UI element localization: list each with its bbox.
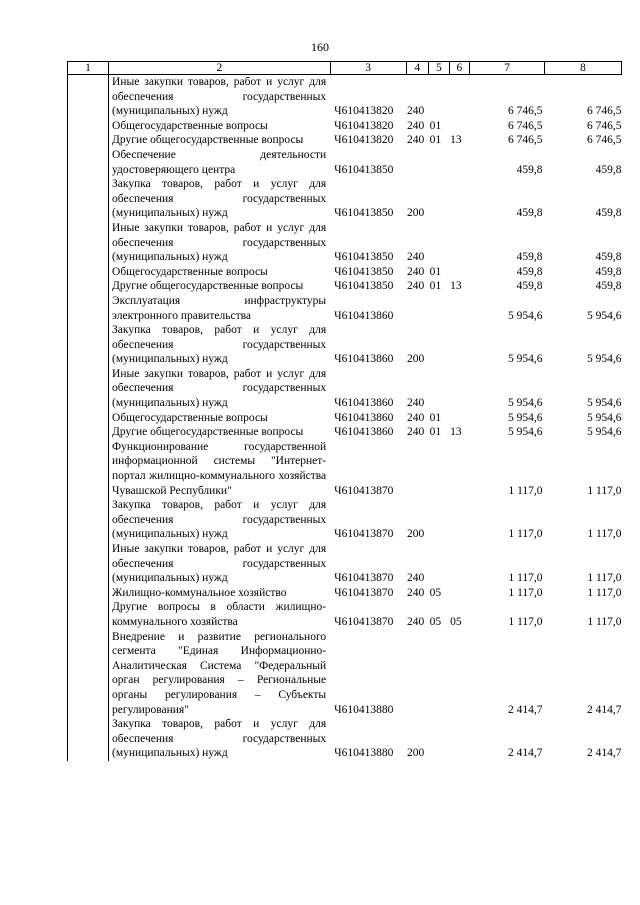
row-col5: 01 [429,265,442,278]
table-row [68,630,622,718]
row-col4: 240 [407,105,425,118]
row-name: Жилищно-коммунальное хозяйство [112,586,287,599]
row-amount-7: 5 954,6 [508,309,543,322]
row-name: Общегосударственные вопросы [112,119,268,132]
row-amount-7: 6 746,5 [508,134,543,147]
row-amount-8: 1 117,0 [587,586,622,599]
col1-cell [68,75,109,119]
col1-cell [68,148,109,177]
row-code: Ч610413880 [334,747,394,760]
row-name: Иные закупки товаров, работ и услуг для обеспечения государственных (муниципальных) нужд [112,76,327,118]
table-row [68,425,622,440]
col1-cell [68,717,109,761]
col1-cell [68,630,109,718]
row-col5 [429,323,450,367]
row-name: Закупка товаров, работ и услуг для обеспечения государственных (муниципальных) нужд [112,718,327,760]
col1-cell [68,133,109,148]
col1-cell [68,279,109,294]
row-name: Закупка товаров, работ и услуг для обеспечения государственных (муниципальных) нужд [112,499,327,541]
row-col6: 13 [450,426,462,439]
row-name: Другие вопросы в области жилищно-коммунального хозяйства [112,601,327,628]
table-row [68,542,622,586]
row-amount-7: 2 414,7 [508,703,543,716]
row-col5: 01 [429,426,442,439]
row-amount-8: 1 117,0 [587,615,622,628]
row-amount-8: 5 954,6 [587,411,622,424]
row-name: Иные закупки товаров, работ и услуг для обеспечения государственных (муниципальных) нужд [112,367,327,410]
row-col4: 240 [407,572,425,585]
col1-cell [68,440,109,498]
table-row [68,133,622,148]
col1-cell [68,542,109,586]
row-col6 [449,542,470,586]
table-row [68,294,622,323]
table-row [68,717,622,761]
row-col6 [449,586,470,601]
row-col6: 13 [450,134,462,147]
table-row [68,411,622,426]
row-col6 [449,177,470,221]
row-col6 [449,148,470,177]
row-code: Ч610413850 [334,251,394,264]
col-header-6: 6 [449,62,470,75]
row-col6 [449,119,470,134]
row-amount-7: 459,8 [516,207,543,220]
row-amount-7: 5 954,6 [508,397,543,410]
row-col4 [406,294,429,323]
row-name: Общегосударственные вопросы [112,411,268,424]
budget-table [67,61,622,761]
row-amount-8: 5 954,6 [587,309,622,322]
row-col4 [406,148,429,177]
col-header-1: 1 [68,62,109,75]
row-col6 [449,294,470,323]
row-code: Ч610413870 [334,615,394,628]
row-col5 [429,440,450,498]
row-code: Ч610413870 [334,484,394,497]
row-amount-7: 459,8 [516,163,543,176]
row-col5: 05 [429,615,442,628]
row-amount-7: 459,8 [516,280,543,293]
row-col5 [429,542,450,586]
col1-cell [68,323,109,367]
row-col4: 240 [407,280,425,293]
row-col5: 01 [429,280,442,293]
row-amount-8: 1 117,0 [587,528,622,541]
col-header-8: 8 [545,62,622,75]
row-code: Ч610413820 [334,105,394,118]
row-amount-8: 1 117,0 [587,572,622,585]
col1-cell [68,177,109,221]
table-row [68,600,622,629]
col-header-3: 3 [330,62,406,75]
row-amount-7: 1 117,0 [508,528,543,541]
col1-cell [68,119,109,134]
row-code: Ч610413850 [334,207,394,220]
row-code: Ч610413870 [334,528,394,541]
row-col5 [429,717,450,761]
row-col4: 240 [407,265,425,278]
row-amount-8: 2 414,7 [587,703,622,716]
row-amount-7: 1 117,0 [508,484,543,497]
row-col6 [449,367,470,411]
col1-cell [68,586,109,601]
table-row [68,586,622,601]
col1-cell [68,294,109,323]
row-col4: 200 [407,528,425,541]
row-col4: 240 [407,119,425,132]
row-col4: 240 [407,251,425,264]
row-amount-7: 5 954,6 [508,411,543,424]
col-header-7: 7 [470,62,545,75]
row-col5 [429,75,450,119]
header-row [68,62,622,75]
col1-cell [68,221,109,265]
table-row [68,367,622,411]
page-number: 160 [311,40,329,54]
row-code: Ч610413850 [334,163,394,176]
row-amount-7: 459,8 [516,251,543,264]
row-code: Ч610413820 [334,119,394,132]
table-row [68,177,622,221]
table-row [68,265,622,280]
row-amount-8: 5 954,6 [587,426,622,439]
row-amount-7: 1 117,0 [508,615,543,628]
row-name: Другие общегосударственные вопросы [112,426,304,439]
row-col6 [449,630,470,718]
row-amount-8: 459,8 [595,207,622,220]
row-amount-8: 459,8 [595,163,622,176]
row-code: Ч610413860 [334,426,394,439]
row-amount-8: 1 117,0 [587,484,622,497]
row-name: Общегосударственные вопросы [112,265,268,278]
col-header-2: 2 [109,62,331,75]
row-name: Иные закупки товаров, работ и услуг для обеспечения государственных (муниципальных) нужд [112,543,327,585]
table-row [68,498,622,542]
row-col5 [429,221,450,265]
table-row [68,75,622,119]
col-header-5: 5 [429,62,450,75]
row-amount-8: 459,8 [595,280,622,293]
col1-cell [68,265,109,280]
row-col6: 05 [450,615,462,628]
row-name: Внедрение и развитие регионального сегмента "Единая Информационно-Аналитическая Система "Федеральный орган регулирования – Региональные органы регулирования – Субъекты регулирования" [112,630,327,716]
row-amount-8: 5 954,6 [587,353,622,366]
row-amount-8: 459,8 [595,265,622,278]
row-code: Ч610413860 [334,353,394,366]
row-col4: 240 [407,134,425,147]
row-amount-8: 6 746,5 [587,119,622,132]
row-code: Ч610413870 [334,572,394,585]
row-col5 [429,294,450,323]
row-col5: 01 [429,119,442,132]
row-name: Функционирование государственной информационной системы "Интернет-портал жилищно-коммунального хозяйства Чувашской Республики" [112,440,327,497]
row-name: Закупка товаров, работ и услуг для обеспечения государственных (муниципальных) нужд [112,178,327,220]
row-col5: 05 [429,586,442,599]
row-name: Закупка товаров, работ и услуг для обеспечения государственных (муниципальных) нужд [112,324,327,366]
row-col4: 240 [407,397,425,410]
row-code: Ч610413880 [334,703,394,716]
row-col4: 200 [407,747,425,760]
row-name: Другие общегосударственные вопросы [112,134,304,147]
row-code: Ч610413850 [334,280,394,293]
row-code: Ч610413860 [334,309,394,322]
row-amount-7: 6 746,5 [508,105,543,118]
row-col5 [429,630,450,718]
row-col4 [406,440,429,498]
col-header-4: 4 [406,62,429,75]
row-code: Ч610413870 [334,586,394,599]
row-col4 [406,630,429,718]
row-name: Эксплуатация инфраструктуры электронного правительства [112,294,327,322]
row-col5 [429,148,450,177]
table-row [68,119,622,134]
row-amount-8: 6 746,5 [587,134,622,147]
row-col5 [429,177,450,221]
row-col6 [449,221,470,265]
row-amount-8: 6 746,5 [587,105,622,118]
row-col6 [449,498,470,542]
row-amount-8: 459,8 [595,251,622,264]
table-row [68,221,622,265]
row-amount-7: 1 117,0 [508,572,543,585]
row-amount-8: 2 414,7 [587,747,622,760]
row-col4: 200 [407,207,425,220]
row-col4: 240 [407,615,425,628]
row-col4: 240 [407,426,425,439]
col1-cell [68,498,109,542]
row-col6 [449,411,470,426]
row-col5: 01 [429,134,442,147]
row-amount-7: 5 954,6 [508,353,543,366]
row-col6 [449,717,470,761]
col1-cell [68,425,109,440]
row-amount-7: 5 954,6 [508,426,543,439]
row-col6 [449,440,470,498]
row-code: Ч610413820 [334,134,394,147]
row-col5: 01 [429,411,442,424]
table-row [68,279,622,294]
row-col6 [449,75,470,119]
row-code: Ч610413860 [334,411,394,424]
col1-cell [68,600,109,629]
row-code: Ч610413860 [334,397,394,410]
row-name: Обеспечение деятельности удостоверяющего центра [112,148,327,176]
row-name: Иные закупки товаров, работ и услуг для обеспечения государственных (муниципальных) нужд [112,221,327,264]
row-amount-7: 2 414,7 [508,747,543,760]
row-col4: 200 [407,353,425,366]
row-code: Ч610413850 [334,265,394,278]
col1-cell [68,411,109,426]
table-row [68,323,622,367]
row-name: Другие общегосударственные вопросы [112,280,304,293]
row-col5 [429,367,450,411]
row-col4: 240 [407,586,425,599]
row-col6 [449,265,470,280]
row-col6 [449,323,470,367]
table-row [68,148,622,177]
row-amount-7: 459,8 [516,265,543,278]
col1-cell [68,367,109,411]
row-amount-7: 1 117,0 [508,586,543,599]
row-col5 [429,498,450,542]
row-amount-8: 5 954,6 [587,397,622,410]
row-amount-7: 6 746,5 [508,119,543,132]
table-row [68,440,622,498]
row-col4: 240 [407,411,425,424]
row-col6: 13 [450,280,462,293]
